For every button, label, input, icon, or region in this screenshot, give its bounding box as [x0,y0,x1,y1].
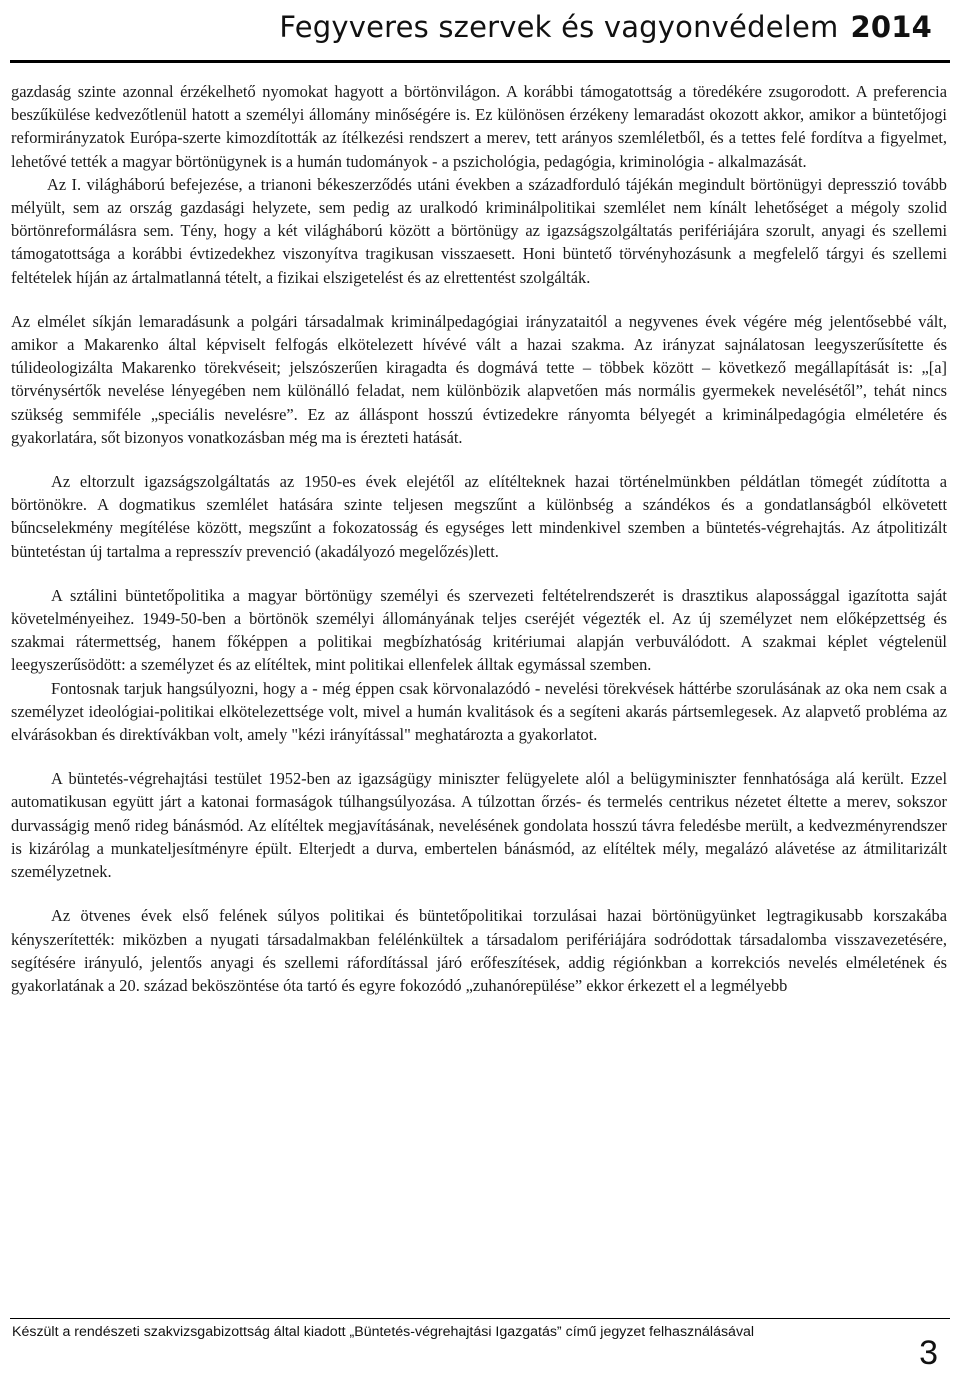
header-title [279,10,932,44]
page-footer [0,1318,960,1371]
footer-rule [10,1318,950,1319]
header-rule [10,60,950,63]
paragraph: Az I. világháború befejezése, a trianoni békeszerződés utáni években a századforduló tájékán megindult börtönügyi depresszió tovább mélyült, sem az ország gazdasági helyzete, sem pedig az uralkodó kriminálpolitikai szemlélet nem kínált lehetőséget a mégoly szolid börtönreformálásra sem. Tény, hogy a két világháború között a börtönügy az igazságszolgáltatás perifériájára szorult, anyagi és szellemi támogatottsága a korábbi évtizedekhez viszonyítva tragikusan visszaesett. Honi büntető törvényhozásunk a megfelelő tárgyi és szellemi feltételek híján az ártalmatlanná tételt, a fizikai elszigetelést és az elrettentést szolgálták. [11,174,947,287]
header-title-text: Fegyveres szervek és vagyonvédelem [279,10,839,44]
footer-source-note: Készült a rendészeti szakvizsgabizottság által kiadott „Büntetés-végrehajtási Igazgatás” című jegyzet felhasználásával [12,1324,755,1340]
paragraph: Fontosnak tarjuk hangsúlyozni, hogy a - még éppen csak körvonalazódó - nevelési törekvések háttérbe szorulásának az oka nem csak a személyzet ideológiai-politikai elkötelezettsége volt, mivel a humán kvalitások és a segíteni akarás pártsemlegesek. Az alapvető probléma az elvárásokban és direktívákban volt, amely "kézi irányítással" meghatározta a gyakorlatot. [11,678,947,745]
paragraph: Az eltorzult igazságszolgáltatás az 1950-es évek elejétől az elítélteknek hazai történelmünkben példátlan tömegét zúdította a börtönökre. A dogmatikus szemlélet hatására szinte teljesen megszűnt a különbség a szándékos és a gondatlanságból elkövetett bűncselekmény megítélése között, megszűnt a fokozatosság és egységes lett mindenkivel szemben a büntetés-végrehajtás. Az átpolitizált büntetéstan új tartalma a represszív prevenció (akadályozó megelőzés)lett. [11,472,947,561]
paragraph: A büntetés-végrehajtási testület 1952-ben az igazságügy miniszter felügyelete alól a belügyminiszter fennhatósága alá került. Ezzel automatikusan együtt járt a katonai formaságok túlhangsúlyozása. A túlzottan őrzés- és termelés centrikus nézetet éltette a merev, sokszor durvasságig menő rideg bánásmód. Az elítéltek megjavításának, nevelésének gondolata hosszú távra feledésbe merült, a kedvezményrendszer is kizárólag a munkateljesítményre épült. Elterjedt a durva, embertelen bánásmód, az elítéltek mély, megalázó alávetése az átmilitarizált személyzetnek. [11,769,947,882]
paragraph: Az ötvenes évek első felének súlyos politikai és büntetőpolitikai torzulásai hazai börtönügyünket legtragikusabb korszakába kényszerítették: miközben a nyugati társadalmakban felélénkültek a társadalom perifériájára sodródottak társadalomba visszavezetésére, segítésére irányuló, jelentős anyagi és szellemi ráfordítással járó erőfeszítések, addig régiónkban a korrekciós nevelés elméletének és gyakorlatának a 20. század beköszöntése óta tartó és egyre fokozódó „zuhanórepülése” ekkor érkezett el a legmélyebb [11,906,947,995]
paragraph: Az elmélet síkján lemaradásunk a polgári társadalmak kriminálpedagógiai irányzataitól a negyvenes évek végére még jelentősebbé vált, amikor a Makarenko által képviselt felfogás elkötelezett hívévé vált a hazai szakma. Az irányzat sajnálatosan leegyszerűsítette és túlideologizálta Makarenko törekvéseit; jelszószerűen kiragadta és dogmává tette – többek között – következő megállapítását is: „[a] törvénysértők nevelése lényegében nem különálló feladat, nem különbözik alapvetően más normális gyermekek nevelésétől”, tehát nincs szükség semmiféle „speciális nevelésre”. Ez az álláspont hosszú évtizedekre rányomta bélyegét a kriminálpedagógia elméletére és gyakorlatára, sőt bizonyos vonatkozásban még ma is érezteti hatását. [11,311,947,447]
paragraph: A sztálini büntetőpolitika a magyar börtönügy személyi és szervezeti feltételrendszerét is drasztikus alapossággal igazította saját követelményeihez. 1949-50-ben a börtönök személyi állományának teljes cseréjét végezték el. Az új személyzet nem előképzettség és szakmai rátermettség, hanem főképpen a politikai megbízhatóság kritériumai alapján verbuválódott. A szakmai képlet végtelenül leegyszerűsödött: a személyzet és az elítéltek, mint politikai ellenfelek álltak egymással szemben. [11,585,947,675]
page-number: 3 [919,1334,938,1372]
header-year: 2014 [850,10,932,44]
paragraph: gazdaság szinte azonnal érzékelhető nyomokat hagyott a börtönvilágon. A korábbi támogatottság a töredékére zsugorodott. A preferencia beszűkülése kedvezőtlenül hatott a személyi állomány minőségére is. Ez különösen érzékeny lemaradást okozott akkor, amikor a büntetőjogi reformirányzatok Európa-szerte kimozdították az ítélkezési rendszert a merev, tett arányos szemléletből, és a tettes felé fordítva a figyelmet, lehetővé tették a magyar börtönügynek is a humán tudományok - a pszichológia, pedagógia, kriminológia - alkalmazását. [11,82,947,171]
page-header [0,0,960,64]
document-body [11,80,947,997]
